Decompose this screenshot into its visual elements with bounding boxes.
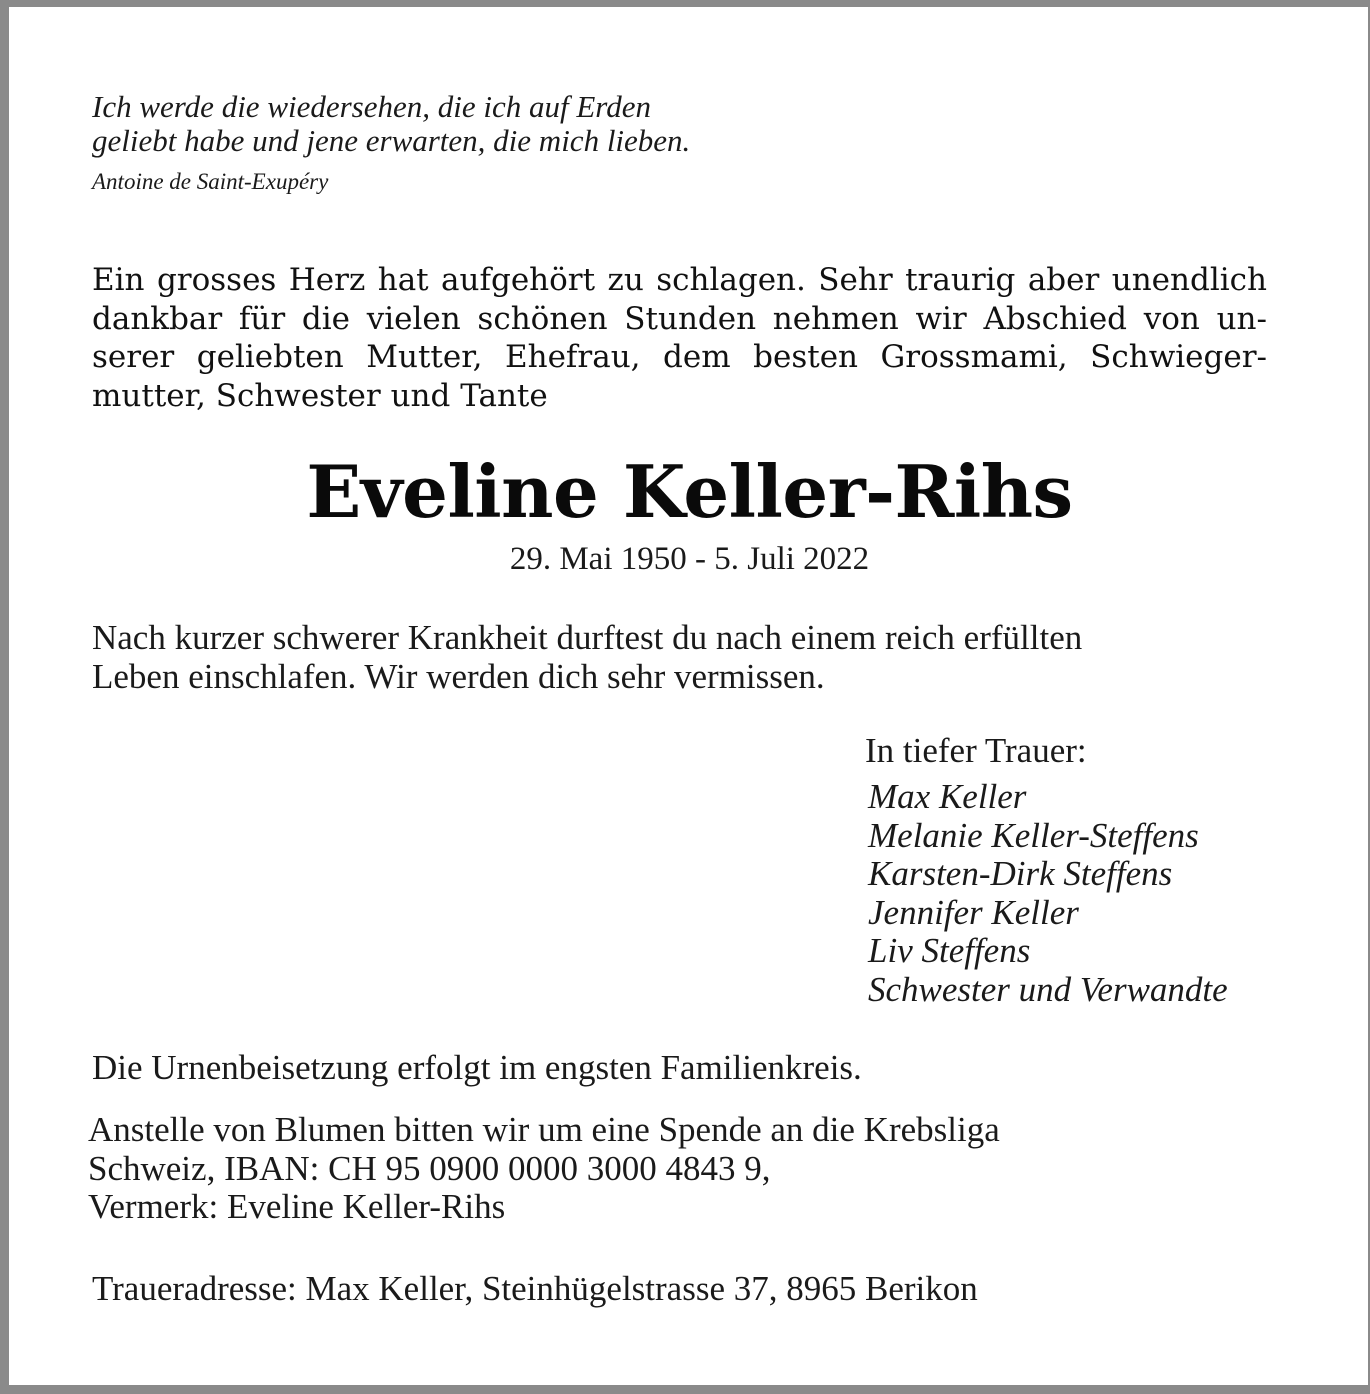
donation-line: Anstelle von Blumen bitten wir um eine Spende an die Krebsliga: [88, 1110, 1000, 1149]
intro-line: dankbar für die vielen schönen Stunden nehmen wir Abschied von un-: [92, 300, 1267, 337]
intro-line: mutter, Schwester und Tante: [92, 377, 548, 414]
mourning-address: Traueradresse: Max Keller, Steinhügelstrasse 37, 8965 Berikon: [92, 1269, 978, 1308]
message-line: Nach kurzer schwerer Krankheit durftest du nach einem reich erfüllten: [92, 618, 1083, 657]
donation-line: Schweiz, IBAN: CH 95 0900 0000 3000 4843 9,: [88, 1148, 771, 1188]
life-dates: 29. Mai 1950 - 5. Juli 2022: [509, 541, 870, 577]
mourner-name: Karsten-Dirk Steffens: [868, 854, 1173, 893]
intro-paragraph: [92, 261, 1267, 415]
mourner-name: Liv Steffens: [868, 931, 1031, 970]
message-line: Leben einschlafen. Wir werden dich sehr vermissen.: [92, 656, 825, 696]
mourner-name: Melanie Keller-Steffens: [868, 815, 1199, 855]
intro-line: Ein grosses Herz hat aufgehört zu schlagen. Sehr traurig aber unendlich: [92, 262, 1267, 298]
quote: [92, 90, 690, 158]
quote-line: Ich werde die wiedersehen, die ich auf Erden: [92, 89, 651, 124]
mourner-name: Max Keller: [868, 777, 1027, 816]
quote-line: geliebt habe und jene erwarten, die mich lieben.: [92, 123, 691, 158]
donation-notice: [88, 1111, 1000, 1227]
mourner-name: Jennifer Keller: [868, 892, 1079, 932]
intro-line: serer geliebten Mutter, Ehefrau, dem besten Grossmami, Schwieger-: [92, 339, 1267, 375]
deceased-name: Eveline Keller-Rihs: [306, 449, 1073, 534]
message-paragraph: [92, 619, 1082, 696]
donation-line: Vermerk: Eveline Keller-Rihs: [88, 1187, 506, 1226]
mourner-name: Schwester und Verwandte: [868, 969, 1228, 1009]
quote-author: Antoine de Saint-Exupéry: [92, 169, 329, 194]
burial-notice: Die Urnenbeisetzung erfolgt im engsten Familienkreis.: [92, 1048, 862, 1087]
mourning-label: In tiefer Trauer:: [865, 731, 1087, 770]
mourners-list: [868, 778, 1228, 1009]
